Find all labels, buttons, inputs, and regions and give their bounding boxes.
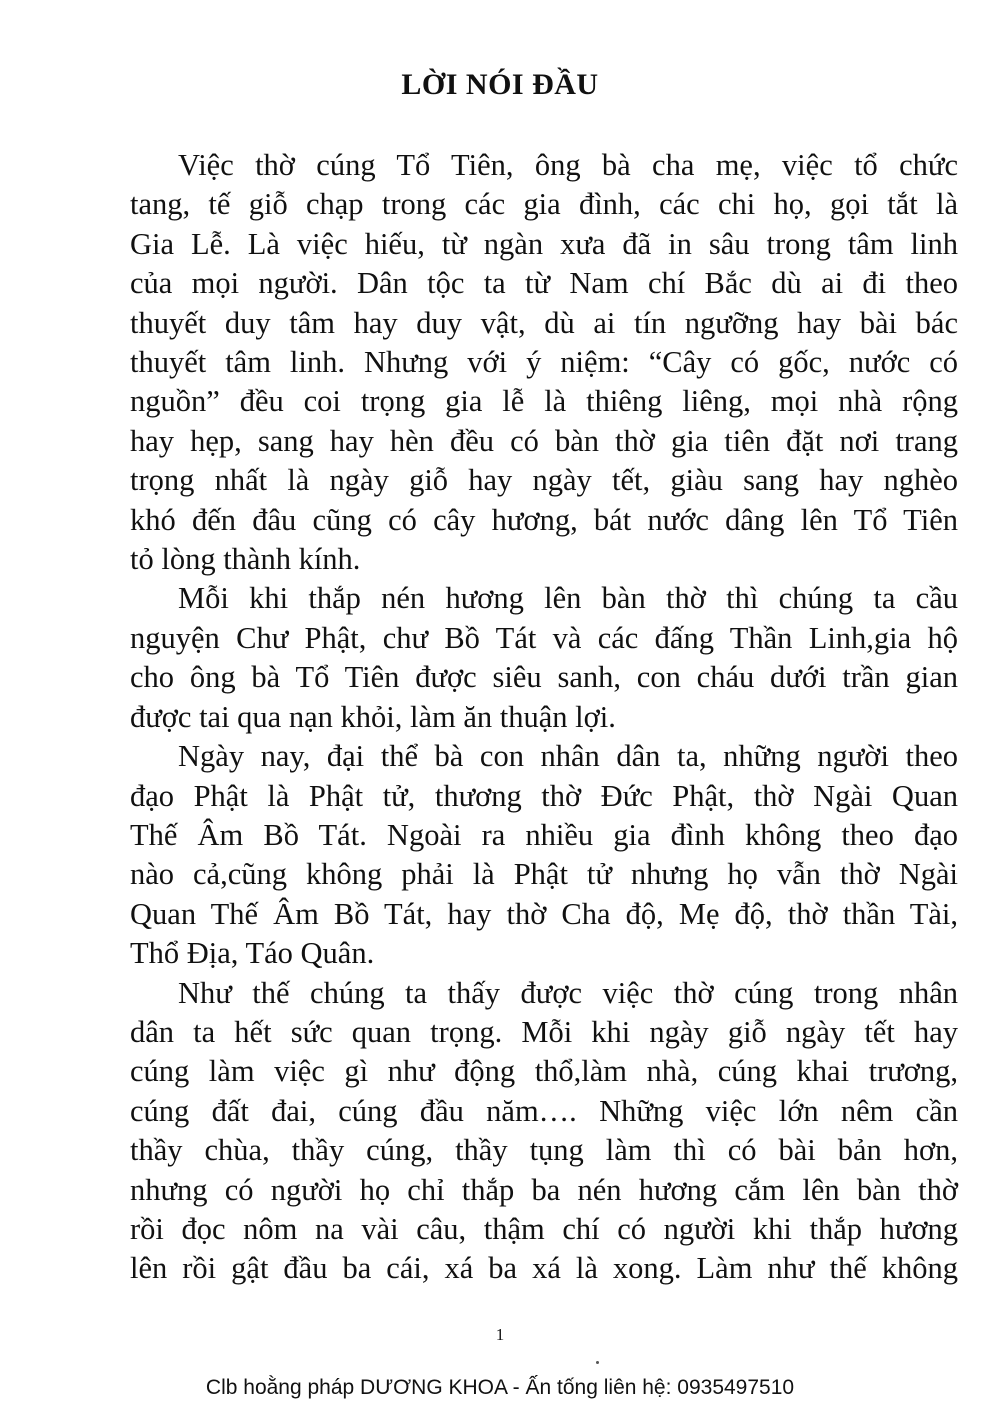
text-line: Việc thờ cúng Tổ Tiên, ông bà cha mẹ, việc tổ chức <box>178 148 958 182</box>
paragraph <box>130 146 958 579</box>
text-line: Mỗi khi thắp nén hương lên bàn thờ thì chúng ta cầu <box>178 581 958 616</box>
text-line: nguyện Chư Phật, chư Bồ Tát và các đấng Thần Linh,gia hộ <box>130 620 958 655</box>
text-line: được tai qua nạn khỏi, làm ăn thuận lợi. <box>130 699 616 734</box>
text-line: nào cả,cũng không phải là Phật tử nhưng họ vẫn thờ Ngài <box>130 857 958 892</box>
text-line: thầy chùa, thầy cúng, thầy tụng làm thì có bài bản hơn, <box>130 1133 958 1168</box>
text-line: Thổ Địa, Táo Quân. <box>130 936 375 971</box>
text-line: Ngày nay, đại thể bà con nhân dân ta, những người theo <box>178 739 958 774</box>
text-line: Thế Âm Bồ Tát. Ngoài ra nhiều gia đình không theo đạo <box>130 817 958 852</box>
text-line: Như thế chúng ta thấy được việc thờ cúng trong nhân <box>178 975 958 1010</box>
text-line: nguồn” đều coi trọng gia lễ là thiêng liêng, mọi nhà rộng <box>130 384 958 419</box>
scan-speck <box>596 1361 599 1364</box>
text-line: cúng làm việc gì như động thổ,làm nhà, cúng khai trương, <box>130 1054 958 1089</box>
body-text <box>130 146 958 1289</box>
text-line: Gia Lễ. Là việc hiếu, từ ngàn xưa đã in sâu trong tâm linh <box>130 226 958 261</box>
text-line: Quan Thế Âm Bồ Tát, hay thờ Cha độ, Mẹ độ, thờ thần Tài, <box>130 896 958 931</box>
paragraph <box>130 974 958 1289</box>
text-line: khó đến đâu cũng có cây hương, bát nước dâng lên Tổ Tiên <box>130 502 958 537</box>
text-line: đạo Phật là Phật tử, thương thờ Đức Phật, thờ Ngài Quan <box>130 778 958 813</box>
text-line: thuyết duy tâm hay duy vật, dù ai tín ngưỡng hay bài bác <box>130 305 958 340</box>
text-line: tang, tế giỗ chạp trong các gia đình, các chi họ, gọi tắt là <box>130 187 958 222</box>
page-number: 1 <box>495 1325 505 1344</box>
text-line: trọng nhất là ngày giỗ hay ngày tết, giàu sang hay nghèo <box>130 463 958 498</box>
text-line: thuyết tâm linh. Nhưng với ý niệm: “Cây có gốc, nước có <box>130 345 958 380</box>
text-line: rồi đọc nôm na vài câu, thậm chí có người khi thắp hương <box>130 1211 958 1246</box>
text-line: nhưng có người họ chỉ thắp ba nén hương cắm lên bàn thờ <box>130 1172 958 1207</box>
text-line: tỏ lòng thành kính. <box>130 542 361 577</box>
page-title: LỜI NÓI ĐẦU <box>401 68 599 101</box>
text-line: cho ông bà Tổ Tiên được siêu sanh, con cháu dưới trần gian <box>130 660 958 695</box>
text-line: của mọi người. Dân tộc ta từ Nam chí Bắc dù ai đi theo <box>130 266 958 301</box>
footer-contact: Clb hoằng pháp DƯƠNG KHOA - Ấn tống liên hệ: 0935497510 <box>205 1376 795 1399</box>
paragraph <box>130 737 958 973</box>
text-line: lên rồi gật đầu ba cái, xá ba xá là xong. Làm như thế không <box>130 1251 958 1286</box>
text-line: hay hẹp, sang hay hèn đều có bàn thờ gia tiên đặt nơi trang <box>130 423 958 458</box>
text-line: dân ta hết sức quan trọng. Mỗi khi ngày giỗ ngày tết hay <box>130 1014 958 1049</box>
paragraph <box>130 579 958 737</box>
text-line: cúng đất đai, cúng đầu năm…. Những việc lớn nêm cần <box>130 1093 958 1128</box>
